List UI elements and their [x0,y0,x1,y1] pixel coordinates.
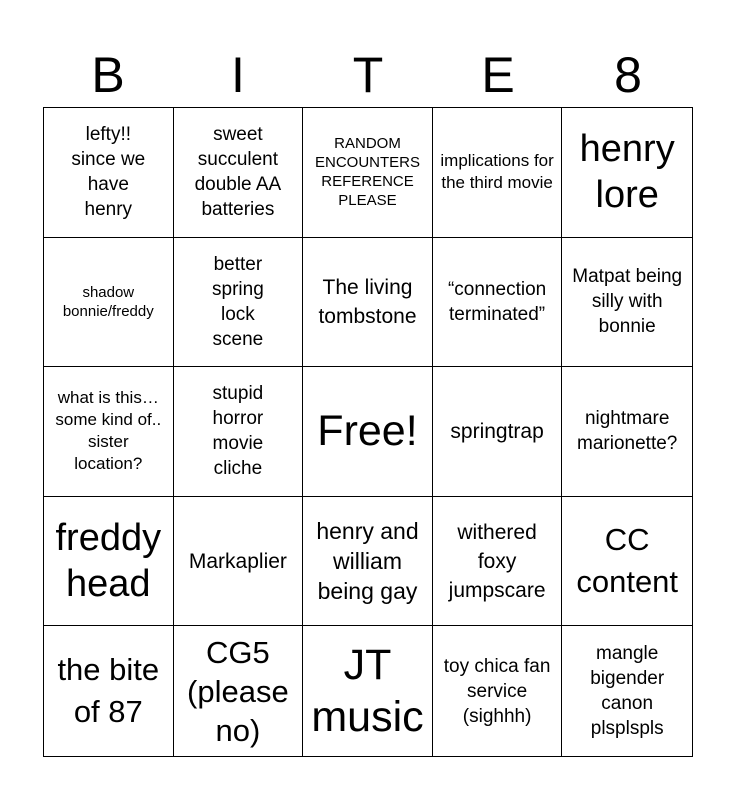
cell-text: Markaplier [188,549,287,573]
bingo-header [43,44,693,106]
bingo-cell[interactable] [44,367,174,497]
bingo-cell[interactable] [562,497,692,627]
cell-text: withered foxy jumpscare [448,520,546,602]
cell-text: henry and william being gay [316,518,419,605]
bingo-cell[interactable] [433,238,563,368]
cell-text: sweet succulent double AA batteries [194,124,282,221]
header-letter-5: 8 [614,47,642,103]
bingo-cell[interactable] [433,626,563,756]
bingo-cell[interactable] [433,108,563,238]
bingo-cell[interactable] [433,367,563,497]
cell-text: mangle bigender canon plsplspls [590,643,665,740]
bingo-cell[interactable] [433,497,563,627]
bingo-board [43,107,693,757]
cell-text: CG5 (please no) [187,634,289,748]
bingo-cell[interactable] [44,238,174,368]
cell-text: CC content [576,522,679,600]
bingo-cell[interactable] [562,238,692,368]
bingo-cell[interactable] [562,626,692,756]
cell-text: “connection terminated” [447,278,547,325]
cell-text: The living tombstone [318,275,417,328]
cell-text: nightmare marionette? [577,408,678,455]
bingo-cell[interactable] [562,367,692,497]
bingo-cell[interactable] [303,497,433,627]
bingo-cell[interactable] [44,626,174,756]
bingo-cell[interactable] [174,238,304,368]
cell-text: better spring lock scene [212,253,264,350]
bingo-cell[interactable] [44,497,174,627]
cell-text: toy chica fan service (sighhh) [443,655,551,727]
bingo-cell[interactable] [174,108,304,238]
cell-text: lefty!! since we have henry [71,124,146,221]
header-letter-3: T [352,47,384,103]
cell-text: stupid horror movie cliche [212,383,264,480]
bingo-cell[interactable] [562,108,692,238]
cell-text: Matpat being silly with bonnie [572,266,683,338]
header-letter-2: I [231,47,245,103]
cell-text: Free! [317,407,418,456]
cell-text: JT music [311,641,424,742]
bingo-cell[interactable] [174,626,304,756]
bingo-cell[interactable] [303,626,433,756]
header-letter-4: E [481,47,515,103]
cell-text: what is this… some kind of.. sister location? [55,388,162,474]
cell-text: shadow bonnie/freddy [62,283,154,320]
header-letter-1: B [91,47,125,103]
bingo-cell[interactable] [44,108,174,238]
bingo-cell[interactable] [303,367,433,497]
bingo-cell[interactable] [174,497,304,627]
cell-text: RANDOM ENCOUNTERS REFERENCE PLEASE [314,135,420,210]
cell-text: springtrap [450,419,544,443]
cell-text: implications for the third movie [440,151,554,193]
bingo-cell[interactable] [303,238,433,368]
cell-text: henry lore [579,128,675,217]
bingo-cell[interactable] [303,108,433,238]
cell-text: the bite of 87 [57,652,160,730]
cell-text: freddy head [55,517,162,606]
bingo-cell[interactable] [174,367,304,497]
